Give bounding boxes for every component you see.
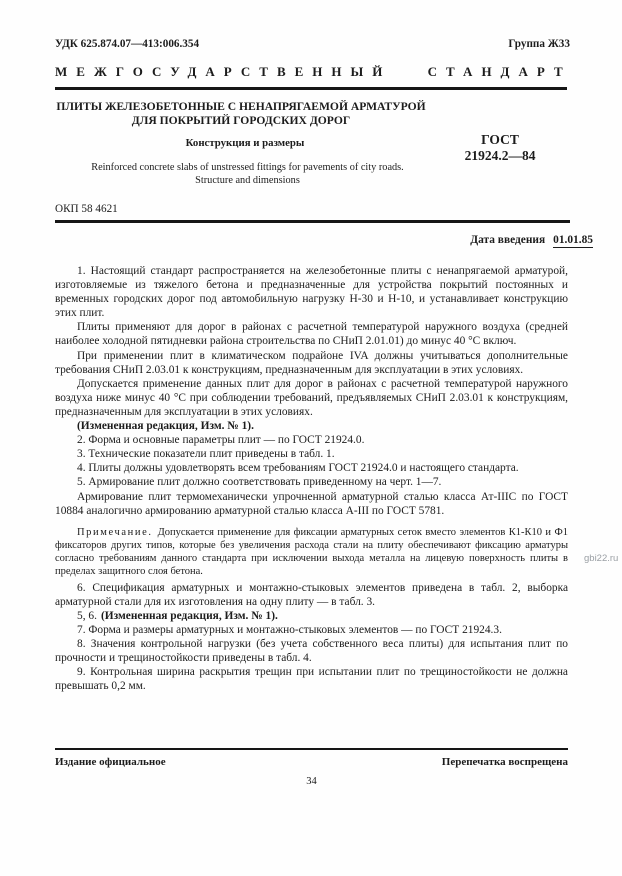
gost-designation-number: 21924.2—84 (464, 147, 536, 163)
paragraph-9: 9. Контрольная ширина раскрытия трещин при испытании плит по трещиностойкости не должна превышать 0,2 мм. (55, 666, 568, 693)
title-english-line1: Reinforced concrete slabs of unstressed fittings for pavements of city roads. (91, 162, 404, 173)
udk-row (55, 38, 570, 50)
paragraph-1b: При применении плит в климатическом подрайоне IVA должны учитываться дополнительные требования СНиП 2.03.01 к конструкциям, предназначенным для эксплуатации в этих условиях. (55, 349, 568, 376)
footer-left-label: Издание официальное (55, 756, 166, 768)
paragraph-1a: Плиты применяют для дорог в районах с расчетной температурой наружного воздуха (средней наиболее холодной пятидневки района строительства по СНиП 2.01.01) до минус 40 °С включ. (55, 321, 568, 348)
header-rule (55, 87, 567, 90)
okp-rule (55, 220, 570, 223)
note (55, 526, 568, 578)
okp-code: ОКП 58 4621 (55, 203, 118, 215)
paragraph-5a: Армирование плит термомеханически упрочненной арматурной сталью класса Ат-IIIС по ГОСТ 10884 аналогично армированию арматурной сталью класса А-III по ГОСТ 5781. (55, 490, 568, 517)
paragraph-8: 8. Значения контрольной нагрузки (без учета собственного веса плиты) для испытания плит по прочности и трещиностойкости приведены в табл. 4. (55, 638, 568, 665)
document-body (55, 264, 568, 693)
paragraph-2: 2. Форма и основные параметры плит — по ГОСТ 21924.0. (77, 434, 365, 447)
amendment-note-2-prefix: 5, 6. (77, 609, 97, 622)
paragraph-3: 3. Технические показатели плит приведены в табл. 1. (77, 448, 335, 461)
standard-type-heading: МЕЖГОСУДАРСТВЕННЫЙ СТАНДАРТ (55, 64, 572, 79)
gost-designation (440, 132, 560, 163)
effective-date (470, 234, 593, 246)
page-number: 34 (306, 776, 317, 787)
document-title-line2: ДЛЯ ПОКРЫТИЙ ГОРОДСКИХ ДОРОГ (131, 113, 351, 127)
title-english-line2: Structure and dimensions (195, 175, 300, 186)
amendment-note-2 (55, 609, 568, 623)
note-text: Допускается применение для фиксации арматурных сеток вместо элементов К1-К10 и Ф1 фиксаторов других типов, которые без увеличения расхода стали на плиту обеспечивают фиксацию арматуры согласно требованиям данного стандарта при исключении выхода металла на лицевую поверхность плиты в пределах защитного слоя бетона. (55, 526, 568, 577)
effective-date-label: Дата введения (470, 234, 546, 246)
group-code: Группа Ж33 (508, 38, 570, 50)
gost-designation-label: ГОСТ (481, 132, 519, 147)
udk-code: УДК 625.874.07—413:006.354 (55, 38, 200, 50)
paragraph-5: 5. Армирование плит должно соответствовать приведенному на черт. 1—7. (77, 476, 442, 489)
paragraph-1: 1. Настоящий стандарт распространяется на железобетонные плиты с ненапрягаемой арматурой, изготовляемые из тяжелого бетона и предназначенные для устройства покрытий постоянных и временных городских дорог под автомобильную нагрузку Н-30 и Н-10, и устанавливает конструкцию этих плит. (55, 265, 568, 320)
amendment-note-1: (Измененная редакция, Изм. № 1). (77, 420, 254, 433)
watermark: gbi22.ru (584, 553, 619, 564)
document-title (55, 100, 427, 127)
footer-right-label: Перепечатка воспрещена (441, 756, 568, 768)
footer-rule (55, 748, 568, 750)
effective-date-value: 01.01.85 (553, 234, 593, 246)
paragraph-7: 7. Форма и размеры арматурных и монтажно-стыковых элементов — по ГОСТ 21924.3. (77, 623, 502, 636)
paragraph-4: 4. Плиты должны удовлетворять всем требованиям ГОСТ 21924.0 и настоящего стандарта. (77, 462, 519, 475)
title-english (50, 161, 445, 187)
amendment-note-2-text: (Измененная редакция, Изм. № 1). (100, 609, 278, 622)
paragraph-6: 6. Спецификация арматурных и монтажно-стыковых элементов приведена в табл. 2, выборка арматурной стали для их изготовления на одну плиту — в табл. 3. (55, 581, 568, 608)
document-title-line1: ПЛИТЫ ЖЕЛЕЗОБЕТОННЫЕ С НЕНАПРЯГАЕМОЙ АРМАТУРОЙ (56, 100, 426, 113)
note-label: Примечание. (77, 526, 153, 538)
paragraph-1c: Допускается применение данных плит для дорог в районах с расчетной температурой наружного воздуха ниже минус 40 °С при соблюдении требований, предъявляемых СНиП 2.03.01 к конструкциям, предназначенным для эксплуатации в этих условиях. (55, 377, 568, 418)
document-subtitle: Конструкция и размеры (185, 137, 305, 149)
footer (55, 756, 568, 768)
